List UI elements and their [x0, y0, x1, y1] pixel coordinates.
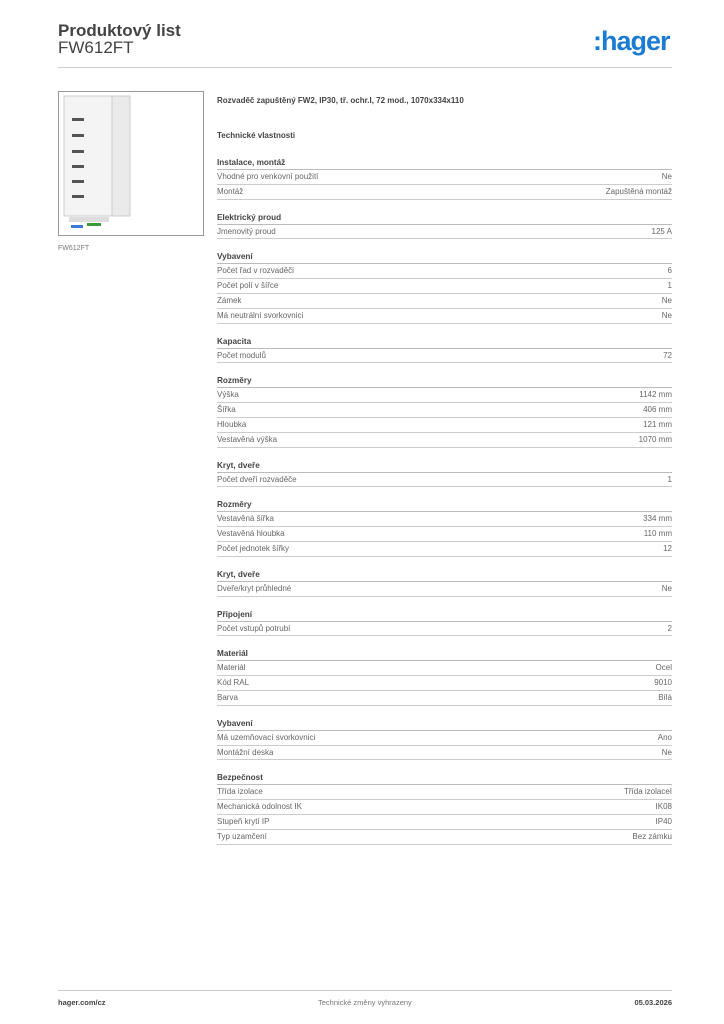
spec-label: Vhodné pro venkovní použití — [217, 172, 319, 181]
spec-label: Hloubka — [217, 419, 247, 429]
spec-label: Materiál — [217, 663, 246, 673]
spec-value: 6 — [667, 266, 672, 276]
spec-row — [217, 691, 672, 706]
section-heading: Vybavení — [217, 250, 672, 264]
spec-value: 110 mm — [643, 529, 672, 539]
spec-value: IK08 — [655, 802, 672, 812]
header-divider — [58, 67, 672, 68]
spec-row — [217, 473, 672, 488]
section-heading: Připojení — [217, 608, 672, 622]
spec-section — [217, 568, 672, 597]
spec-row — [217, 622, 672, 637]
footer-website[interactable]: hager.com/cz — [58, 998, 106, 1007]
spec-row — [217, 388, 672, 403]
spec-row — [217, 527, 672, 542]
spec-label: Počet polí v šířce — [217, 281, 279, 291]
spec-section — [217, 211, 672, 240]
tech-heading: Technické vlastnosti — [217, 131, 296, 140]
product-description: Rozvaděč zapuštěný FW2, IP30, tř. ochr.I, 72 mod., 1070x334x110 — [217, 96, 464, 105]
spec-value: Ano — [657, 732, 672, 742]
footer-date: 05.03.2026 — [634, 998, 672, 1007]
spec-row — [217, 785, 672, 800]
spec-value: 125 A — [651, 226, 672, 236]
spec-value: Bílá — [658, 692, 672, 702]
spec-row — [217, 433, 672, 448]
spec-value: Třída izolaceI — [623, 787, 672, 797]
spec-section — [217, 717, 672, 761]
spec-label: Vestavěná šířka — [217, 514, 274, 524]
spec-label: Počet vstupů potrubí — [217, 623, 291, 633]
spec-row — [217, 349, 672, 364]
spec-label: Stupeň krytí IP — [217, 816, 270, 826]
spec-row — [217, 403, 672, 418]
spec-label: Šířka — [217, 405, 236, 415]
spec-section — [217, 374, 672, 447]
section-heading: Rozměry — [217, 498, 672, 512]
spec-row — [217, 676, 672, 691]
spec-value: 1 — [667, 281, 672, 291]
spec-value: 9010 — [654, 678, 672, 688]
spec-value: Bez zámku — [632, 831, 672, 841]
spec-value: Ne — [661, 295, 672, 305]
spec-value: Ne — [661, 583, 672, 593]
spec-row — [217, 170, 672, 185]
spec-row — [217, 279, 672, 294]
spec-value: 12 — [663, 543, 672, 553]
spec-row — [217, 294, 672, 309]
spec-value: 121 mm — [643, 419, 672, 429]
section-heading: Elektrický proud — [217, 211, 672, 225]
spec-label: Má neutrální svorkovnici — [217, 310, 304, 320]
spec-label: Počet jednotek šířky — [217, 543, 290, 553]
spec-row — [217, 746, 672, 761]
section-heading: Materiál — [217, 647, 672, 661]
spec-label: Jmenovitý proud — [217, 226, 276, 236]
spec-label: Montážní deska — [217, 747, 274, 757]
spec-value: IP40 — [655, 816, 672, 826]
spec-label: Barva — [217, 692, 238, 702]
spec-value: 406 mm — [643, 405, 672, 415]
spec-label: Montáž — [217, 186, 244, 196]
section-heading: Kryt, dveře — [217, 459, 672, 473]
spec-row — [217, 731, 672, 746]
section-heading: Kryt, dveře — [217, 568, 672, 582]
spec-label: Typ uzamčení — [217, 831, 267, 841]
spec-row — [217, 185, 672, 200]
spec-row — [217, 542, 672, 557]
section-heading: Kapacita — [217, 335, 672, 349]
spec-row — [217, 418, 672, 433]
spec-label: Dveře/kryt průhledné — [217, 583, 292, 593]
spec-row — [217, 264, 672, 279]
spec-value: 1142 mm — [639, 390, 672, 400]
spec-row — [217, 225, 672, 240]
spec-value: Ne — [661, 172, 672, 181]
spec-row — [217, 512, 672, 527]
section-heading: Vybavení — [217, 717, 672, 731]
spec-value: Ne — [661, 310, 672, 320]
spec-label: Počet dveří rozvaděče — [217, 474, 297, 484]
spec-row — [217, 309, 672, 324]
spec-row — [217, 582, 672, 597]
spec-section — [217, 459, 672, 488]
spec-value: 1070 mm — [638, 434, 672, 444]
spec-section — [217, 771, 672, 844]
spec-value: Zapuštěná montáž — [605, 186, 672, 196]
spec-label: Výška — [217, 390, 239, 400]
spec-row — [217, 800, 672, 815]
spec-label: Počet řad v rozvaděči — [217, 266, 294, 276]
product-image — [58, 91, 204, 236]
spec-section — [217, 335, 672, 364]
hager-logo: :hager — [593, 26, 670, 56]
spec-label: Kód RAL — [217, 678, 250, 688]
spec-section — [217, 498, 672, 556]
spec-value: Ocel — [655, 663, 672, 673]
section-heading: Rozměry — [217, 374, 672, 388]
spec-row — [217, 661, 672, 676]
section-heading: Bezpečnost — [217, 771, 672, 785]
page-title: Produktový list — [58, 21, 181, 40]
section-heading: Instalace, montáž — [217, 156, 672, 170]
spec-value: 72 — [663, 350, 672, 360]
spec-section — [217, 608, 672, 637]
spec-table — [217, 96, 672, 845]
spec-label: Zámek — [217, 295, 242, 305]
spec-section — [217, 250, 672, 323]
product-code: FW612FT — [58, 38, 134, 57]
footer-divider — [58, 990, 672, 991]
spec-section — [217, 647, 672, 705]
spec-row — [217, 830, 672, 845]
spec-label: Má uzemňovací svorkovnici — [217, 732, 316, 742]
spec-value: 334 mm — [643, 514, 672, 524]
spec-label: Třída izolace — [217, 787, 263, 797]
spec-value: Ne — [661, 747, 672, 757]
footer-note: Technické změny vyhrazeny — [318, 998, 412, 1007]
spec-label: Vestavěná hloubka — [217, 529, 285, 539]
image-caption: FW612FT — [58, 245, 90, 252]
spec-label: Vestavěná výška — [217, 434, 278, 444]
spec-value: 1 — [667, 474, 672, 484]
spec-label: Počet modulů — [217, 350, 266, 360]
spec-label: Mechanická odolnost IK — [217, 802, 302, 812]
spec-section — [217, 156, 672, 200]
spec-row — [217, 815, 672, 830]
spec-value: 2 — [667, 623, 672, 633]
